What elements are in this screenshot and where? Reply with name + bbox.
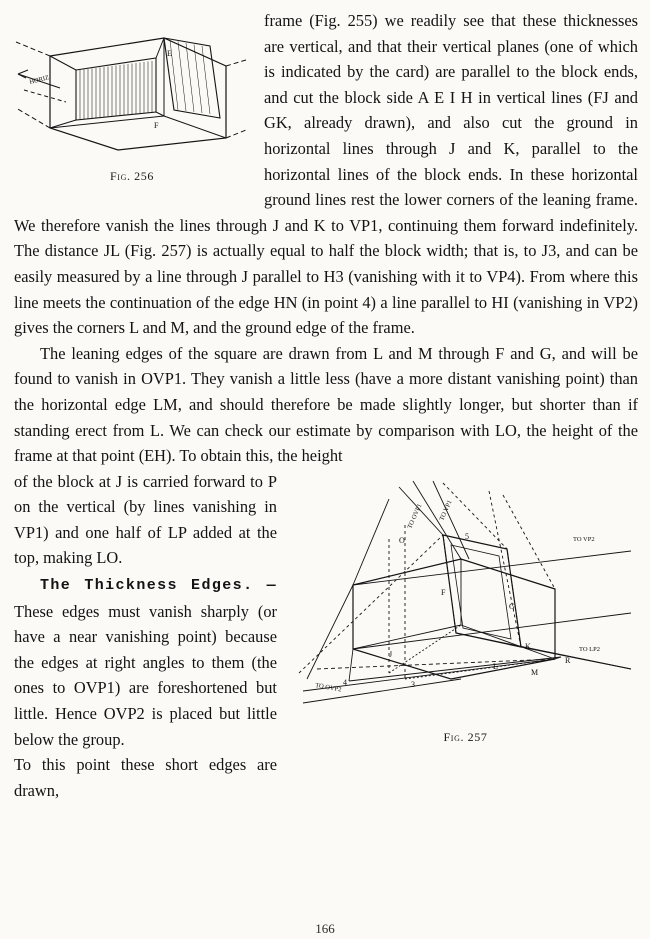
thickness-heading: The Thickness Edges. — <box>40 577 277 595</box>
figure-257 <box>293 473 638 751</box>
paragraph-3: of the block at J is carried forward to P on the vertical (by lines vanishing in VP1) and one half of LP added at the top, making LO. <box>14 471 277 568</box>
figure-256-illustration <box>14 12 250 162</box>
final-line: To this point these short edges are drawn, <box>14 755 277 800</box>
figure-257-label-j: J <box>389 649 393 659</box>
figure-257-label-f: F <box>441 587 446 597</box>
figure-256-label-e: E <box>167 49 172 58</box>
paragraph-2: The leaning edges of the square are drawn from L and M through F and G, and will be found to vanish in OVP1. They vanish a little less (have a more distant vanishing point) than the horizontal edge LM, and should therefore be made slightly longer, but shorter than if standing erect from L. We can check our estimate by comparison with LO, the height of the frame at that point (EH). To obtain this, the height <box>14 343 638 466</box>
figure-257-label-ovp2: TO OVP2 <box>314 681 342 694</box>
body-text-column <box>14 8 638 803</box>
paragraph-1: frame (Fig. 255) we readily see that these thicknesses are vertical, and that their vertical planes (one of which is indicated by the card) are parallel to the block ends, and cut the block side A E I H in vertical lines (FJ and GK, already drawn), and also cut the ground in horizontal lines through J and K, parallel to the horizontal lines of the block ends. In these horizontal ground lines rest the lower corners of the leaning frame. We therefore vanish the lines through J and K to VP1, continuing them forward indefinitely. The distance JL (Fig. 257) is actually equal to half the block width; that is, to J3, and can be easily measured by a line through J parallel to H3 (vanishing with it to VP4). From where this line meets the continuation of the edge HN (in point 4) a line parallel to HI (vanishing in VP2) gives the corners L and M, and the ground edge of the frame. <box>14 11 638 338</box>
figure-256 <box>14 12 250 190</box>
figure-256-label: HORIZ <box>28 74 50 86</box>
figure-257-illustration <box>293 473 638 723</box>
figure-257-label-vp1: TO VP1 <box>438 498 454 522</box>
thickness-body: These edges must vanish sharply (or have a near vanishing point) because the edges at right angles to them (the ones to OVP1) are foreshortened but little. Hence OVP2 is placed but little below the group. <box>14 601 277 749</box>
figure-257-label-m: M <box>531 667 539 677</box>
figure-257-label-4: 4 <box>343 677 347 687</box>
figure-257-label-lp2: TO LP2 <box>579 645 601 653</box>
figure-257-label-r: R <box>565 655 571 665</box>
page-number: 166 <box>315 921 335 936</box>
figure-257-label-k: K <box>525 641 531 651</box>
figure-257-label-o: O <box>399 535 405 545</box>
figure-257-label-ovp1: TO OVP1 <box>406 502 424 530</box>
figure-256-label-f: F <box>154 121 159 130</box>
figure-257-label-5: 5 <box>465 531 469 541</box>
figure-257-label-l: L <box>493 661 498 671</box>
figure-257-label-3: 3 <box>411 679 415 689</box>
figure-257-label-vp2: TO VP2 <box>573 535 595 543</box>
figure-257-caption: Fig. 257 <box>443 729 488 744</box>
figure-256-caption: Fig. 256 <box>110 169 154 183</box>
figure-257-label-g: G <box>509 601 515 611</box>
